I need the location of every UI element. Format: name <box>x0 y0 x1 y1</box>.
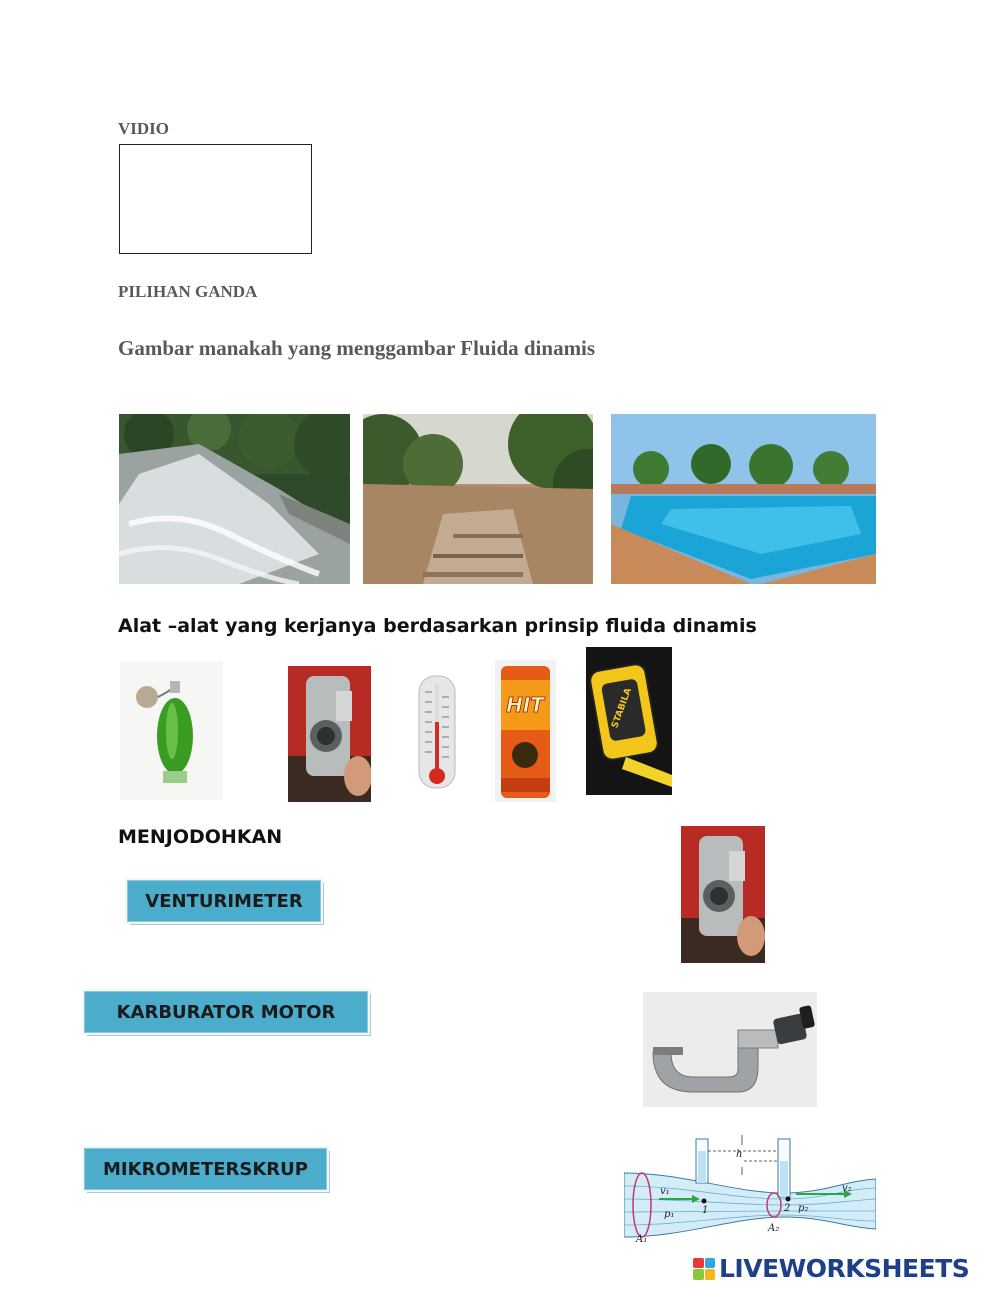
match-karburator-button[interactable]: KARBURATOR MOTOR <box>84 991 368 1033</box>
diagram-label-v1: v₁ <box>660 1186 670 1197</box>
diagram-label-p1: p₁ <box>664 1209 675 1220</box>
match-target-micrometer-photo[interactable] <box>643 992 817 1107</box>
carburetor-photo[interactable] <box>288 666 371 802</box>
match-target-venturi-diagram[interactable] <box>624 1131 876 1243</box>
tape-measure-photo[interactable] <box>586 647 672 795</box>
diagram-label-h: h <box>736 1149 743 1160</box>
section-multiple-choice-label: PILIHAN GANDA <box>118 282 258 301</box>
diagram-label-point1: 1 <box>702 1205 709 1216</box>
muddy-river-photo[interactable] <box>363 414 593 584</box>
spray-can-text: HIT <box>506 693 544 717</box>
thermometer-photo[interactable] <box>411 672 463 792</box>
tape-brand-text: STABILA <box>610 686 634 730</box>
match-venturimeter-button[interactable]: VENTURIMETER <box>127 880 321 922</box>
perfume-atomizer-photo[interactable] <box>120 661 223 800</box>
diagram-label-a1: A₁ <box>636 1234 648 1243</box>
brand-squares-icon <box>693 1258 715 1280</box>
diagram-label-p2: p₂ <box>798 1203 809 1214</box>
diagram-label-a2: A₂ <box>768 1223 780 1234</box>
question-1-text: Gambar manakah yang menggambar Fluida dinamis <box>118 336 596 360</box>
section-video-label: VIDIO <box>118 119 170 138</box>
river-rapids-photo[interactable] <box>119 414 350 584</box>
section-matching-label: MENJODOHKAN <box>118 826 283 848</box>
liveworksheets-logo <box>693 1254 969 1283</box>
brand-text: LIVEWORKSHEETS <box>719 1254 970 1283</box>
match-target-carburetor-photo[interactable] <box>681 826 765 963</box>
diagram-label-point2: 2 <box>784 1203 791 1214</box>
question-2-text: Alat –alat yang kerjanya berdasarkan prinsip fluida dinamis <box>118 615 757 637</box>
video-placeholder[interactable] <box>119 144 312 254</box>
match-mikrometerskrup-button[interactable]: MIKROMETERSKRUP <box>84 1148 327 1190</box>
swimming-pool-photo[interactable] <box>611 414 876 584</box>
insect-spray-can-photo[interactable] <box>495 660 556 802</box>
diagram-label-v2: v₂ <box>842 1183 852 1194</box>
